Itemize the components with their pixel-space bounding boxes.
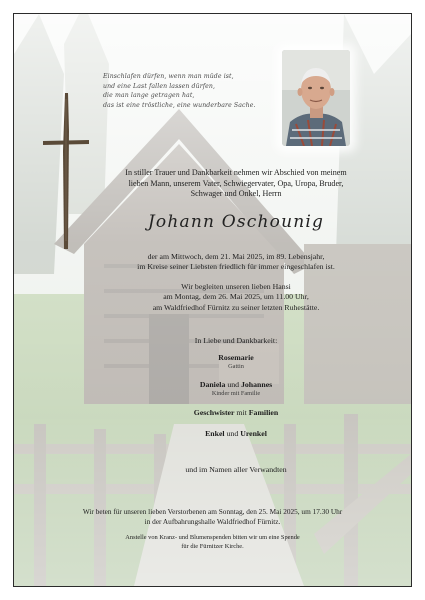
mourner-name: Johannes xyxy=(240,380,273,389)
mourner-name: Daniela xyxy=(199,380,226,389)
relatives-line: und im Namen aller Verwandten xyxy=(185,465,287,474)
poem-line: und eine Last fallen lassen dürfen, xyxy=(103,82,216,90)
intro-line: In stiller Trauer und Dankbarkeit nehmen wir Abschied von meinem xyxy=(125,168,347,177)
mourner-name: Geschwister xyxy=(193,408,235,417)
page-frame xyxy=(13,13,412,587)
mourner-grandchildren xyxy=(86,429,386,439)
intro-text xyxy=(86,168,386,200)
poem xyxy=(103,72,303,110)
donation-notice xyxy=(44,534,381,552)
donation-line: Anstelle von Kranz- und Blumenspenden bitten wir um eine Spende xyxy=(125,534,300,541)
death-notice-line: im Kreise seiner Liebsten friedlich für immer eingeschlafen ist. xyxy=(137,262,335,272)
death-notice xyxy=(86,252,386,273)
poem-line: das ist eine tröstliche, eine wunderbare Sache. xyxy=(103,101,256,109)
mourner-wife xyxy=(86,353,386,371)
prayer-line: Wir beten für unseren lieben Verstorbenen am Sonntag, den 25. Mai 2025, um 17.30 Uhr xyxy=(82,507,343,516)
mourner-name: Rosemarie xyxy=(218,353,254,362)
connector-word: und xyxy=(227,380,240,389)
obituary-content xyxy=(14,14,411,586)
mourner-role: Kinder mit Familie xyxy=(211,390,261,398)
mourner-role: Gattin xyxy=(228,363,244,371)
connector-word: und xyxy=(226,429,239,438)
intro-line: lieben Mann, unserem Vater, Schwiegervater, Opa, Uropa, Bruder, xyxy=(128,178,344,188)
mourner-children xyxy=(86,380,386,398)
cross-icon xyxy=(41,91,91,251)
burial-line: am Waldfriedhof Fürnitz zu seiner letzten Ruhestätte. xyxy=(152,302,320,312)
poem-line: Einschlafen dürfen, wenn man müde ist, xyxy=(103,73,234,80)
prayer-notice xyxy=(44,507,381,526)
burial-notice xyxy=(86,282,386,313)
donation-line: für die Fürnitzer Kirche. xyxy=(181,542,244,550)
mourner-name: Familien xyxy=(248,408,279,417)
portrait-photo xyxy=(282,50,350,146)
deceased-name: Johann Oschounig xyxy=(147,212,325,232)
mourner-name: Urenkel xyxy=(240,429,267,438)
poem-line: die man lange getragen hat, xyxy=(103,92,195,100)
mourner-siblings xyxy=(86,408,386,418)
burial-line: Wir begleiten unseren lieben Hansi xyxy=(181,282,291,291)
death-notice-line: der am Mittwoch, dem 21. Mai 2025, im 89. Lebensjahr, xyxy=(147,252,325,261)
intro-line: Schwager und Onkel, Herrn xyxy=(190,189,282,199)
prayer-line: in der Aufbahrungshalle Waldfriedhof Fürnitz. xyxy=(144,516,281,526)
burial-line: am Montag, dem 26. Mai 2025, um 11.00 Uhr, xyxy=(163,292,309,302)
connector-word: mit xyxy=(236,408,247,417)
mourner-name: Enkel xyxy=(205,429,225,438)
mourners-heading: In Liebe und Dankbarkeit: xyxy=(194,336,278,345)
